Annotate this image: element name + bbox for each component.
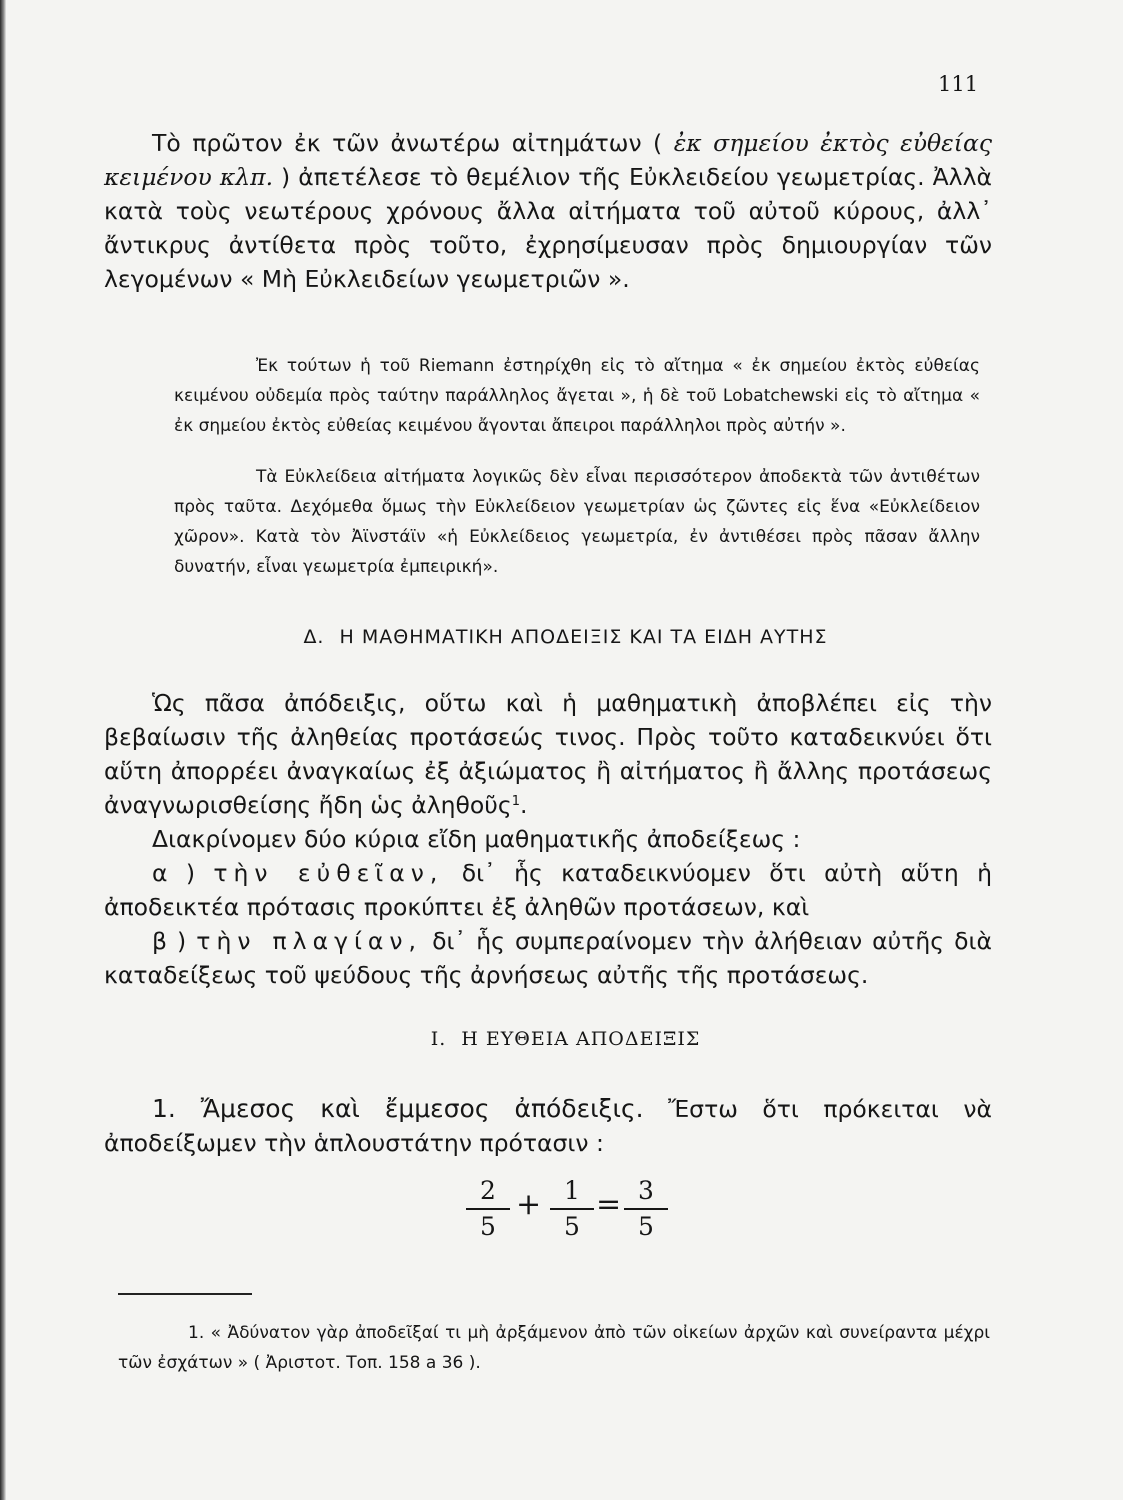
item-b-text: δι᾽ ἧς συμπεραίνομεν τὴν ἀλήθειαν αὐτῆς διὰ καταδείξεως τοῦ ψεύδους τῆς ἀρνήσεως αὐτῆς τῆς προτάσεως. <box>104 927 992 989</box>
fraction-3-denominator: 5 <box>638 1212 654 1241</box>
plus-sign: + <box>516 1187 542 1222</box>
section-heading-i-text: Η ΕΥΘΕΙΑ ΑΠΟΔΕΙΞΙΣ <box>461 1028 701 1050</box>
footnote-text: 1. « Ἀδύνατον γὰρ ἀποδεῖξαί τι μὴ ἀρξάμενον ἀπὸ τῶν οἰκείων ἀρχῶν καὶ συνείραντα μέχρι τῶν ἐσχάτων » ( Ἀριστοτ. Τοπ. 158 a 36 ). <box>118 1323 990 1373</box>
para1-italic-quote: ἐκ σημείου ἐκτὸς εὐθείας κειμένου κλπ. <box>104 129 993 191</box>
item-a-marker: α ) <box>152 859 196 887</box>
section-heading-i <box>0 1028 1123 1050</box>
section-heading-d-text: Η ΜΑΘΗΜΑΤΙΚΗ ΑΠΟΔΕΙΞΙΣ ΚΑΙ ΤΑ ΕΙΔΗ ΑΥΤΗΣ <box>339 626 828 648</box>
list-item-indirect <box>104 924 992 992</box>
paragraph-direct-indirect <box>104 1092 992 1160</box>
para2-end: . <box>519 791 528 819</box>
footnote <box>118 1318 990 1378</box>
item-a-spaced-term: τὴν εὐθεῖαν, <box>213 859 444 887</box>
page-number: 111 <box>938 72 979 96</box>
item-b-marker: β ) <box>152 927 187 955</box>
note-paragraph-1: Ἐκ τούτων ἡ τοῦ Riemann ἐστηρίχθη εἰς τὸ αἴτημα « ἐκ σημείου ἐκτὸς εὐθείας κειμένου οὐδεμία πρὸς ταύτην παράλληλος ἄγεται », ἡ δὲ τοῦ Lobatchewski εἰς τὸ αἴτημα « ἐκ σημείου ἐκτὸς εὐθείας κειμένου ἄγονται ἄπειροι παράλληλοι πρὸς αὐτήν ». <box>174 356 980 436</box>
list-item-direct <box>104 856 992 924</box>
footnote-separator <box>118 1293 252 1295</box>
fraction-2-numerator: 1 <box>564 1176 580 1205</box>
note-riemann-lobatchewski <box>174 351 980 441</box>
note-paragraph-2: Τὰ Εὐκλείδεια αἰτήματα λογικῶς δὲν εἶναι περισσότερον ἀποδεκτὰ τῶν ἀντιθέτων πρὸς ταῦτα. Δεχόμεθα ὅμως τὴν Εὐκλείδειον γεωμετρίαν ὡς ζῶντες εἰς ἕνα «Εὐκλείδειον χῶρον». Κατὰ τὸν Ἀϊνστάϊν «ἡ Εὐκλείδειος γεωμετρία, ἐν ἀντιθέσει πρὸς πᾶσαν ἄλλην δυνατήν, εἶναι γεωμετρία ἐμπειρική». <box>174 467 980 577</box>
fraction-equation <box>466 1176 666 1246</box>
fraction-1-numerator: 2 <box>480 1176 496 1205</box>
fraction-2-denominator: 5 <box>564 1212 580 1241</box>
fraction-3-bar <box>624 1208 668 1210</box>
fraction-1-bar <box>466 1208 510 1210</box>
item-a-text: δι᾽ ἧς καταδεικνύομεν ὅτι αὐτὴ αὕτη ἡ ἀποδεικτέα πρότασις προκύπτει ἐξ ἀληθῶν προτάσεων, καὶ <box>104 859 992 921</box>
para2-text: Ὡς πᾶσα ἀπόδειξις, οὕτω καὶ ἡ μαθηματικὴ ἀποβλέπει εἰς τὴν βεβαίωσιν τῆς ἀληθείας προτάσεώς τινος. Πρὸς τοῦτο καταδεικνύει ὅτι αὕτη ἀπορρέει ἀναγκαίως ἐξ ἀξιώματος ἢ αἰτήματος ἢ ἄλλης προτάσεως ἀναγνωρισθείσης ἤδη ὡς ἀληθοῦς <box>104 689 992 819</box>
fraction-2-bar <box>550 1208 594 1210</box>
fraction-two-fifths <box>466 1176 510 1242</box>
equals-sign: = <box>596 1187 622 1222</box>
fraction-three-fifths <box>624 1176 668 1242</box>
note-euclidean-postulates <box>174 462 980 582</box>
section-heading-i-label: Ι. <box>430 1028 447 1050</box>
fraction-1-denominator: 5 <box>480 1212 496 1241</box>
footnote-reference: 1 <box>511 794 520 809</box>
paragraph-two-kinds: Διακρίνομεν δύο κύρια εἴδη μαθηματικῆς ἀποδείξεως : <box>152 825 801 853</box>
fraction-one-fifth <box>550 1176 594 1242</box>
section-heading-d <box>0 626 1123 648</box>
fraction-3-numerator: 3 <box>638 1176 654 1205</box>
item-b-spaced-term: τὴν πλαγίαν, <box>196 927 423 955</box>
para4-title: 1. Ἄμεσος καὶ ἔμμεσος ἀπόδειξις. <box>152 1094 644 1123</box>
paragraph-mathematical-proof <box>104 686 992 992</box>
para1-start: Τὸ πρῶτον ἐκ τῶν ἀνωτέρω αἰτημάτων ( <box>152 129 663 157</box>
para1-rest: ) ἀπετέλεσε τὸ θεμέλιον τῆς Εὐκλειδείου γεωμετρίας. Ἀλλὰ κατὰ τοὺς νεωτέρους χρόνους ἄλλα αἰτήματα τοῦ αὐτοῦ κύρους, ἀλλ᾽ ἄντικρυς ἀντίθετα πρὸς τοῦτο, ἐχρησίμευσαν πρὸς δημιουργίαν τῶν λεγομένων « Μὴ Εὐκλειδείων γεωμετριῶν ». <box>104 163 992 293</box>
section-heading-d-label: Δ. <box>303 626 325 648</box>
para4-text: Ἔστω ὅτι πρόκειται νὰ ἀποδείξωμεν τὴν ἁπλουστάτην πρότασιν : <box>104 1095 992 1157</box>
paragraph-first-postulate <box>104 126 992 296</box>
